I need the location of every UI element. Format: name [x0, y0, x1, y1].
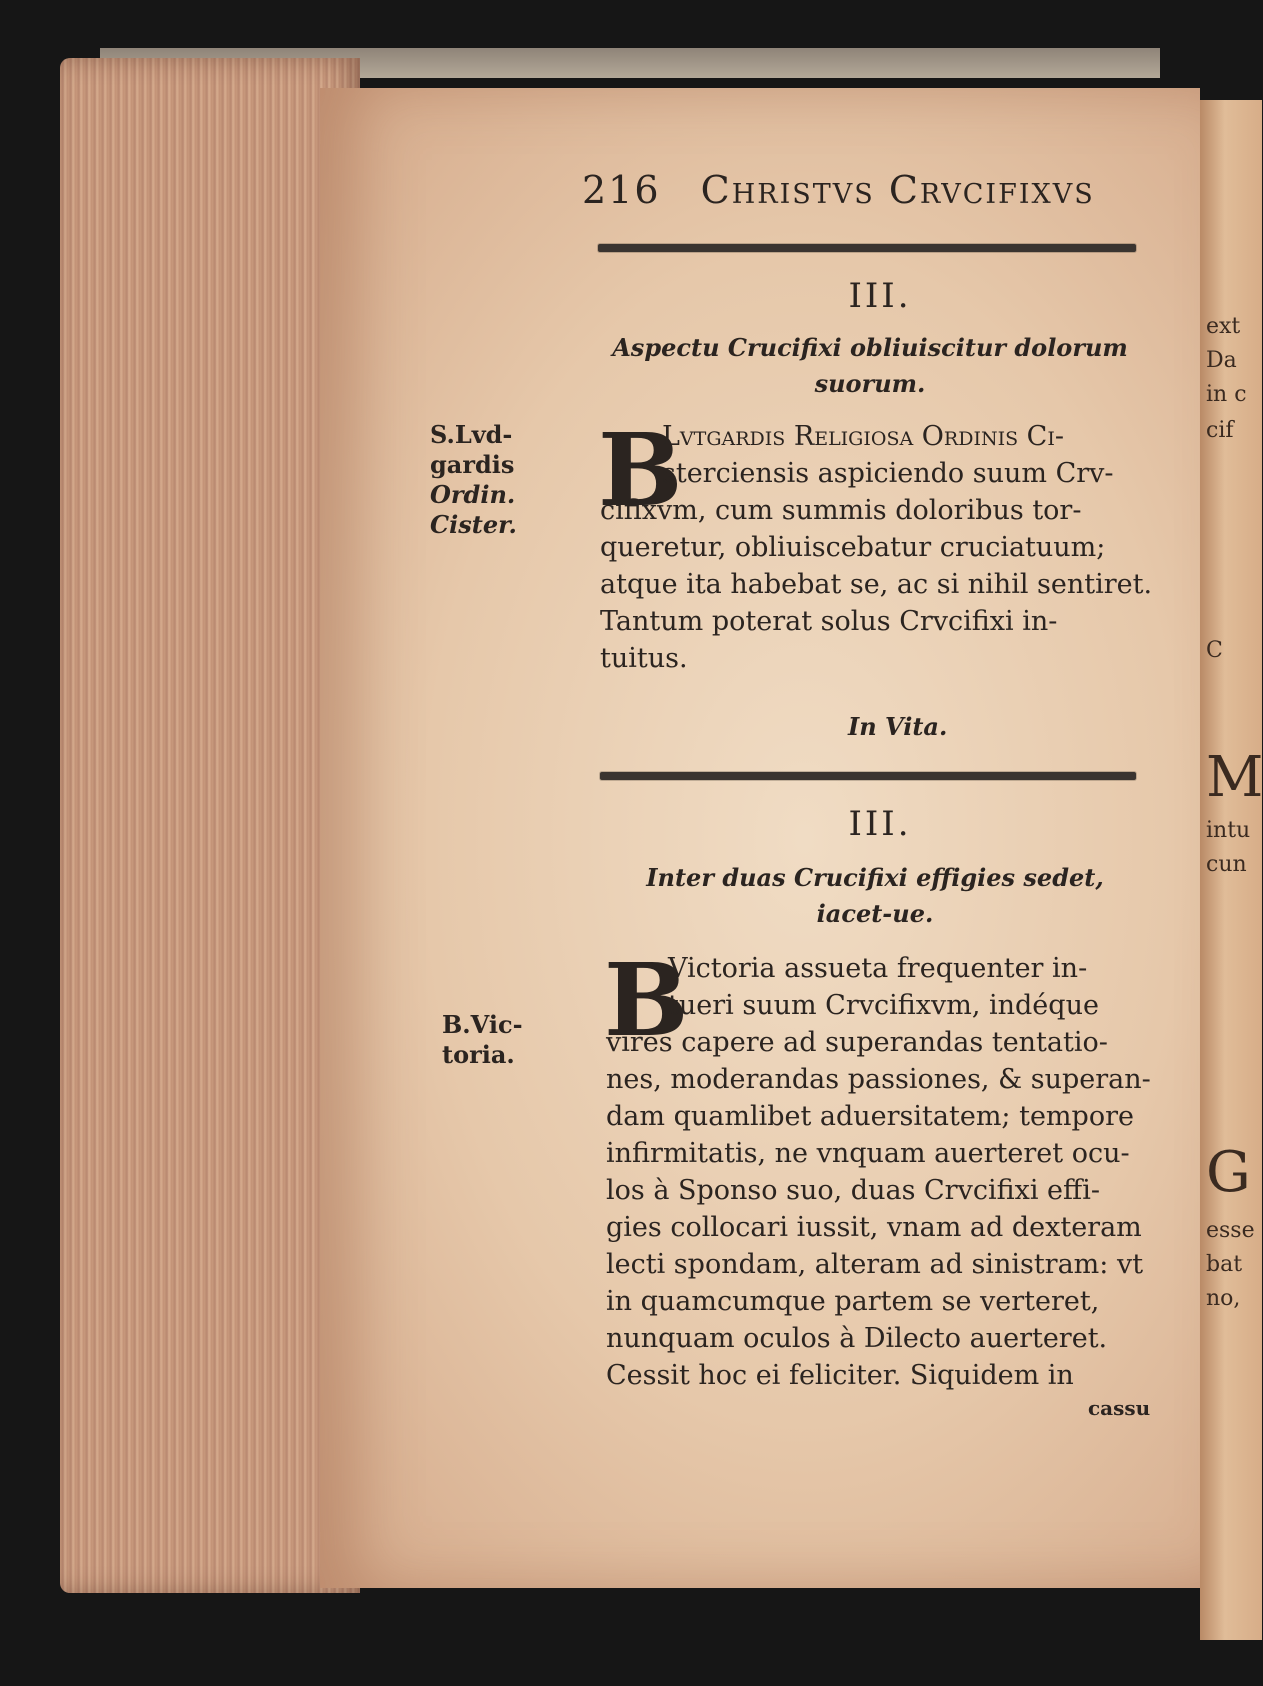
section-title [600, 330, 1140, 402]
margin-note-line: Ordin. [430, 480, 516, 509]
text-line: Tantum poterat solus Crvcifixi in- [600, 606, 1058, 637]
text-line: lecti spondam, alteram ad sinistram: vt [606, 1249, 1144, 1280]
facing-fragment: Da [1206, 348, 1237, 373]
facing-fragment: cif [1206, 418, 1234, 443]
text-line: Victoria assueta frequenter in- [668, 953, 1088, 984]
running-title: Christvs Crvcifixvs [700, 168, 1095, 212]
text-line: los à Sponso suo, duas Crvcifixi effi- [606, 1175, 1100, 1206]
text-line: tuitus. [600, 643, 688, 674]
facing-fragment: bat [1206, 1252, 1243, 1277]
text-line: Cessit hoc ei feliciter. Siquidem in [606, 1360, 1074, 1391]
page-number: 216 [582, 168, 661, 212]
page-edges [60, 58, 360, 1593]
text-line: nunquam oculos à Dilecto auerteret. [606, 1323, 1108, 1354]
margin-note-line: B.Vic- [442, 1010, 523, 1039]
facing-fragment: C [1206, 638, 1223, 663]
drop-cap: B [598, 411, 683, 529]
facing-fragment: intu [1206, 818, 1251, 843]
facing-fragment: cun [1206, 852, 1247, 877]
section-title-line: Aspectu Crucifixi obliuiscitur dolorum [612, 333, 1128, 362]
section-title [620, 860, 1130, 932]
paragraph [604, 941, 1151, 1394]
margin-note [442, 1010, 523, 1070]
text-line: gies collocari iussit, vnam ad dexteram [606, 1212, 1142, 1243]
text-line: vires capere ad superandas tentatio- [606, 1027, 1108, 1058]
facing-page-strip [1200, 100, 1262, 1640]
text-line: nes, moderandas passiones, & superan- [606, 1064, 1151, 1095]
facing-fragment: in c [1206, 382, 1247, 407]
text-line: infirmitatis, ne vnquam auerteret ocu- [606, 1138, 1130, 1169]
text-line: Lvtgardis Religiosa Ordinis Ci- [662, 421, 1064, 452]
facing-fragment: ext [1206, 314, 1241, 339]
section-number: III. [848, 276, 912, 316]
facing-fragment: M [1206, 745, 1263, 810]
text-line: sterciensis aspiciendo suum Crv- [662, 458, 1114, 489]
text-line: dam quamlibet aduersitatem; tempore [606, 1101, 1134, 1132]
divider-rule [600, 772, 1136, 780]
text-line: atque ita habebat se, ac si nihil sentiret. [600, 569, 1153, 600]
margin-note-line: gardis [430, 450, 515, 479]
text-line: cifixvm, cum summis doloribus tor- [600, 495, 1082, 526]
running-head [582, 168, 1095, 212]
section-number: III. [848, 804, 912, 844]
margin-note-line: Cister. [430, 510, 517, 539]
section-title-line: iacet-ue. [816, 899, 934, 928]
divider-rule [598, 244, 1136, 252]
facing-fragment: esse [1206, 1218, 1255, 1243]
section-title-line: Inter duas Crucifixi effigies sedet, [646, 863, 1104, 892]
text-line: tueri suum Crvcifixvm, indéque [668, 990, 1099, 1021]
margin-note [430, 420, 517, 540]
facing-fragment: G [1206, 1140, 1251, 1205]
text-line: queretur, obliuiscebatur cruciatuum; [600, 532, 1106, 563]
section-title-line: suorum. [814, 369, 926, 398]
margin-note-line: S.Lvd- [430, 420, 513, 449]
catchword: cassu [1088, 1396, 1151, 1420]
margin-note-line: toria. [442, 1040, 515, 1069]
paragraph [598, 411, 1153, 677]
drop-cap: B [604, 941, 689, 1059]
source-citation: In Vita. [848, 712, 948, 741]
facing-fragment: no, [1206, 1286, 1241, 1311]
text-line: in quamcumque partem se verteret, [606, 1286, 1100, 1317]
